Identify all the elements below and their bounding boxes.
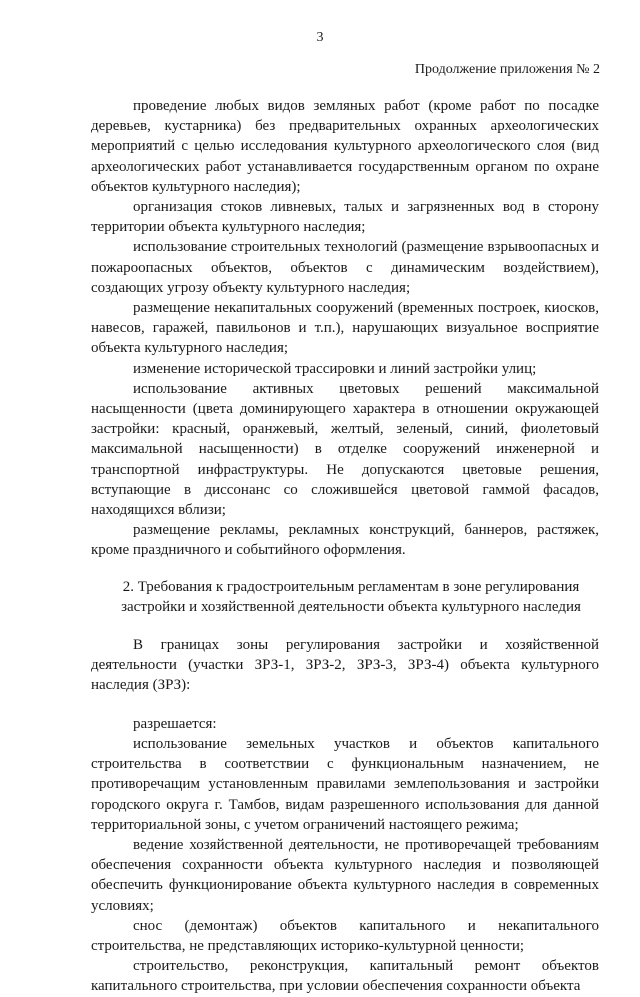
section-heading: 2. Требования к градостроительным регламентам в зоне регулирования застройки и хозяйственной деятельности объекта культурного наследия: [121, 578, 581, 615]
intro-paragraph: В границах зоны регулирования застройки и хозяйственной деятельности (участки ЗРЗ-1, ЗРЗ-2, ЗРЗ-3, ЗРЗ-4) объекта культурного наследия (ЗРЗ):: [91, 637, 599, 694]
paragraph: ведение хозяйственной деятельности, не противоречащей требованиям обеспечения сохранности объекта культурного наследия и позволяющей обеспечить функционирование объекта культурного наследия в современных условиях;: [91, 836, 599, 914]
paragraph: размещение некапитальных сооружений (временных построек, киосков, навесов, гаражей, павильонов и т.п.), нарушающих визуальное восприятие объекта культурного наследия;: [91, 300, 599, 357]
allowed-label: разрешается:: [133, 715, 217, 732]
paragraph: использование строительных технологий (размещение взрывоопасных и пожароопасных объектов, объектов с динамическим воздействием), создающих угрозу объекту культурного наследия;: [91, 239, 599, 296]
paragraph: проведение любых видов земляных работ (кроме работ по посадке деревьев, кустарника) без предварительных охранных археологических мероприятий с целью исследования культурного археологического слоя (вид археологических работ устанавливается государственным органом по охране объектов культурного наследия);: [91, 98, 599, 195]
paragraph: изменение исторической трассировки и линий застройки улиц;: [133, 360, 537, 377]
appendix-continuation-note: Продолжение приложения № 2: [414, 62, 600, 77]
document-body: [91, 96, 599, 997]
paragraph: использование земельных участков и объектов капитального строительства в соответствии с функциональным назначением, не противоречащим установленным правилами землепользования и застройки городского округа г. Тамбов, видам разрешенного использования для данной территориальной зоны, с учетом ограничений настоящего режима;: [91, 735, 599, 833]
spacer: [91, 696, 599, 714]
paragraph: размещение рекламы, рекламных конструкций, баннеров, растяжек, кроме праздничного и событийного оформления.: [91, 522, 599, 559]
paragraph: снос (демонтаж) объектов капитального и некапитального строительства, не представляющих историко-культурной ценности;: [91, 917, 599, 954]
paragraph: использование активных цветовых решений максимальной насыщенности (цвета доминирующего характера в отношении окружающей застройки: красный, оранжевый, желтый, зеленый, синий, фиолетовый максимальной насыщенности) в отделке сооружений инженерной и транспортной инфраструктуры. Не допускаются цветовые решения, вступающие в диссонанс со сложившейся цветовой гаммой фасадов, находящихся вблизи;: [91, 380, 599, 519]
paragraph: организация стоков ливневых, талых и загрязненных вод в сторону территории объекта культурного наследия;: [91, 199, 599, 236]
page-number: 3: [316, 30, 324, 45]
paragraph: строительство, реконструкция, капитальный ремонт объектов капитального строительства, при условии обеспечения сохранности объекта: [91, 958, 599, 995]
